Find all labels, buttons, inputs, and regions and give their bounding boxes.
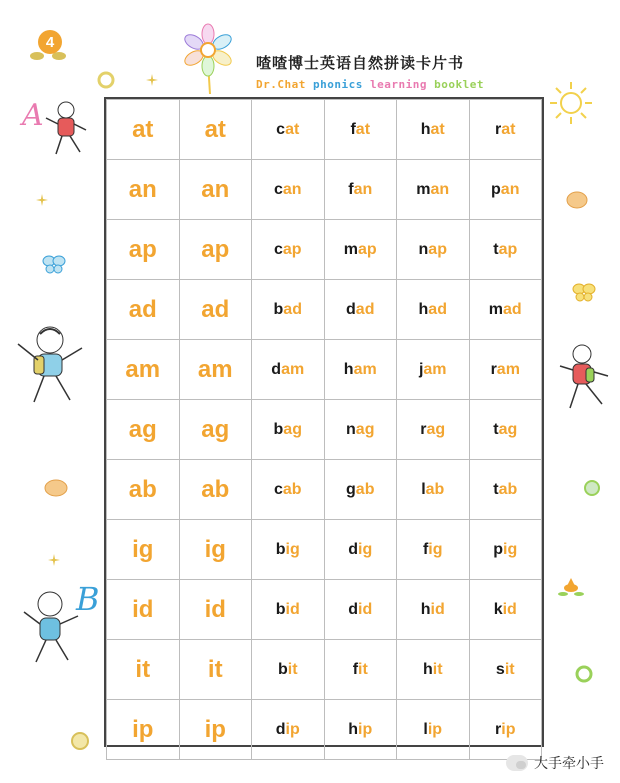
word-cell [252, 580, 325, 640]
word-cell [252, 340, 325, 400]
word-rime: am [496, 360, 520, 378]
word-cell [252, 280, 325, 340]
sun-icon [548, 80, 594, 126]
word-onset: f [350, 120, 356, 138]
word-rime: ip [427, 720, 443, 738]
word-rime: am [281, 360, 305, 378]
word-rime: at [355, 120, 371, 138]
word-cell [469, 400, 542, 460]
word-family-cell: am [107, 340, 180, 400]
word-onset: b [277, 660, 288, 678]
circle-decoration-icon [582, 478, 602, 498]
word-onset: c [276, 120, 286, 138]
word-onset: j [418, 360, 424, 378]
word-onset: h [420, 120, 431, 138]
word-rime: ad [283, 300, 302, 318]
word-cell [469, 160, 542, 220]
circle-decoration-icon [68, 730, 92, 752]
word-rime: id [285, 600, 300, 618]
wechat-icon [506, 755, 528, 771]
word-rime: it [358, 660, 368, 678]
word-family-cell: ig [107, 520, 180, 580]
word-rime: ab [282, 480, 302, 498]
boy-icon [14, 322, 86, 406]
word-rime: ab [425, 480, 445, 498]
word-onset: d [346, 300, 356, 318]
title-en-word: booklet [434, 78, 484, 91]
table-row [107, 340, 542, 400]
word-cell [397, 640, 470, 700]
word-cell [397, 520, 470, 580]
word-cell [397, 100, 470, 160]
word-rime: an [282, 180, 302, 198]
word-rime: an [500, 180, 520, 198]
word-rime: at [501, 120, 516, 138]
word-onset: b [275, 600, 286, 618]
word-rime: ip [501, 720, 516, 738]
word-rime: ag [283, 420, 302, 438]
word-onset: h [420, 600, 431, 618]
word-onset: d [271, 360, 282, 378]
word-family-cell: ad [107, 280, 180, 340]
word-onset: h [422, 660, 433, 678]
page-number: 4 [38, 30, 62, 54]
word-family-cell: at [107, 100, 180, 160]
title-en-word: learning [369, 78, 427, 91]
circle-decoration-icon [574, 664, 594, 684]
word-onset: l [423, 720, 428, 738]
word-cell [324, 580, 397, 640]
word-rime: ab [498, 480, 518, 498]
word-onset: b [275, 540, 286, 558]
leaf-icon [30, 52, 44, 60]
word-family-cell: an [179, 160, 252, 220]
table-row [107, 100, 542, 160]
word-cell [469, 280, 542, 340]
title-en-word: phonics [312, 78, 363, 91]
word-onset: t [493, 420, 499, 438]
word-rime: ip [285, 720, 300, 738]
word-cell [324, 700, 397, 760]
word-cell [324, 100, 397, 160]
word-cell [324, 460, 397, 520]
word-family-cell: at [179, 100, 252, 160]
watermark-text: 大手牵小手 [534, 755, 604, 771]
word-onset: h [348, 720, 359, 738]
word-onset: m [343, 240, 359, 258]
word-onset: g [346, 480, 356, 498]
word-onset: m [416, 180, 431, 198]
word-cell [469, 640, 542, 700]
word-cell [469, 220, 542, 280]
table-row [107, 220, 542, 280]
word-rime: ad [428, 300, 447, 318]
word-cell [252, 520, 325, 580]
word-onset: t [493, 480, 499, 498]
word-rime: ad [355, 300, 375, 318]
word-family-cell: id [107, 580, 180, 640]
word-cell [397, 160, 470, 220]
word-onset: r [495, 120, 502, 138]
kid-with-letter-b [20, 580, 104, 666]
word-rime: ab [355, 480, 375, 498]
word-cell [469, 100, 542, 160]
word-rime: an [353, 180, 373, 198]
word-rime: ig [503, 540, 518, 558]
word-family-cell: ip [107, 700, 180, 760]
word-family-cell: ap [179, 220, 252, 280]
word-rime: it [287, 660, 298, 678]
girl-icon [44, 100, 90, 158]
word-cell [252, 400, 325, 460]
word-rime: it [504, 660, 515, 678]
word-cell [324, 400, 397, 460]
word-onset: d [275, 720, 286, 738]
table-row [107, 460, 542, 520]
word-onset: h [418, 300, 429, 318]
biscuit-icon [44, 478, 68, 498]
word-rime: ig [285, 540, 300, 558]
word-cell [252, 160, 325, 220]
word-rime: at [430, 120, 445, 138]
table-row [107, 400, 542, 460]
word-family-cell: ap [107, 220, 180, 280]
word-rime: id [358, 600, 373, 618]
word-onset: n [418, 240, 429, 258]
word-rime: ip [358, 720, 373, 738]
table-row [107, 160, 542, 220]
page-number-badge [30, 28, 68, 66]
word-onset: p [493, 540, 504, 558]
word-rime: ag [498, 420, 518, 438]
phonics-table [106, 99, 542, 760]
table-row [107, 640, 542, 700]
word-family-cell: ab [107, 460, 180, 520]
word-cell [252, 460, 325, 520]
word-onset: h [343, 360, 354, 378]
word-onset: b [273, 420, 284, 438]
word-family-cell: an [107, 160, 180, 220]
star-icon [146, 74, 158, 86]
biscuit-icon [566, 190, 588, 210]
word-cell [324, 520, 397, 580]
word-cell [397, 280, 470, 340]
word-family-cell: it [179, 640, 252, 700]
butterfly-icon [42, 252, 66, 276]
word-onset: m [488, 300, 504, 318]
word-onset: f [422, 540, 429, 558]
word-onset: r [490, 360, 497, 378]
butterfly-icon [572, 280, 596, 304]
phonics-card-grid [104, 97, 544, 747]
kid-with-letter-a [20, 98, 90, 160]
word-cell [324, 280, 397, 340]
word-family-cell: ad [179, 280, 252, 340]
word-cell [252, 700, 325, 760]
word-onset: s [495, 660, 505, 678]
word-onset: n [346, 420, 356, 438]
word-rime: ap [358, 240, 377, 258]
word-rime: id [502, 600, 517, 618]
word-family-cell: am [179, 340, 252, 400]
table-row [107, 520, 542, 580]
word-family-cell: ab [179, 460, 252, 520]
girl-icon [556, 342, 612, 412]
word-rime: id [430, 600, 445, 618]
word-cell [397, 700, 470, 760]
word-rime: ap [498, 240, 518, 258]
word-rime: ap [282, 240, 302, 258]
word-cell [469, 520, 542, 580]
word-cell [324, 160, 397, 220]
word-onset: k [493, 600, 503, 618]
word-rime: ig [358, 540, 373, 558]
word-cell [397, 220, 470, 280]
word-onset: d [348, 600, 359, 618]
word-cell [324, 640, 397, 700]
word-cell [469, 340, 542, 400]
word-cell [397, 400, 470, 460]
word-rime: an [430, 180, 450, 198]
word-onset: r [495, 720, 502, 738]
word-cell [252, 100, 325, 160]
word-cell [252, 220, 325, 280]
word-family-cell: ag [107, 400, 180, 460]
word-rime: at [285, 120, 300, 138]
word-onset: c [273, 240, 283, 258]
letter-a: A [22, 98, 44, 133]
watermark [506, 753, 604, 773]
word-onset: c [273, 180, 283, 198]
word-cell [324, 220, 397, 280]
word-family-cell: id [179, 580, 252, 640]
word-rime: ap [428, 240, 447, 258]
word-onset: p [491, 180, 501, 198]
title-english [256, 78, 484, 91]
word-rime: ag [426, 420, 446, 438]
star-icon [48, 554, 60, 566]
table-row [107, 700, 542, 760]
word-onset: d [348, 540, 359, 558]
word-family-cell: ag [179, 400, 252, 460]
word-cell [252, 640, 325, 700]
word-family-cell: it [107, 640, 180, 700]
table-row [107, 280, 542, 340]
word-cell [324, 340, 397, 400]
word-family-cell: ig [179, 520, 252, 580]
table-row [107, 580, 542, 640]
word-cell [397, 460, 470, 520]
word-family-cell: ip [179, 700, 252, 760]
word-rime: am [423, 360, 447, 378]
word-onset: t [493, 240, 499, 258]
title-en-word: Dr.Chat [256, 78, 306, 91]
word-onset: c [273, 480, 283, 498]
word-cell [469, 700, 542, 760]
word-rime: am [353, 360, 377, 378]
word-rime: ad [503, 300, 522, 318]
word-cell [397, 580, 470, 640]
word-rime: ig [428, 540, 443, 558]
circle-decoration-icon [96, 70, 116, 90]
word-rime: it [432, 660, 443, 678]
letter-b: B [76, 580, 100, 618]
word-onset: l [421, 480, 426, 498]
word-onset: f [348, 180, 354, 198]
flower-icon [556, 574, 586, 598]
word-rime: ag [355, 420, 375, 438]
word-onset: b [273, 300, 284, 318]
word-cell [469, 580, 542, 640]
header [180, 22, 484, 92]
word-onset: r [420, 420, 427, 438]
word-cell [397, 340, 470, 400]
word-cell [469, 460, 542, 520]
word-onset: f [352, 660, 359, 678]
flower-icon [180, 22, 240, 94]
title-chinese: 喳喳博士英语自然拼读卡片书 [256, 55, 465, 72]
boy-icon [20, 588, 82, 666]
star-icon [36, 194, 48, 206]
